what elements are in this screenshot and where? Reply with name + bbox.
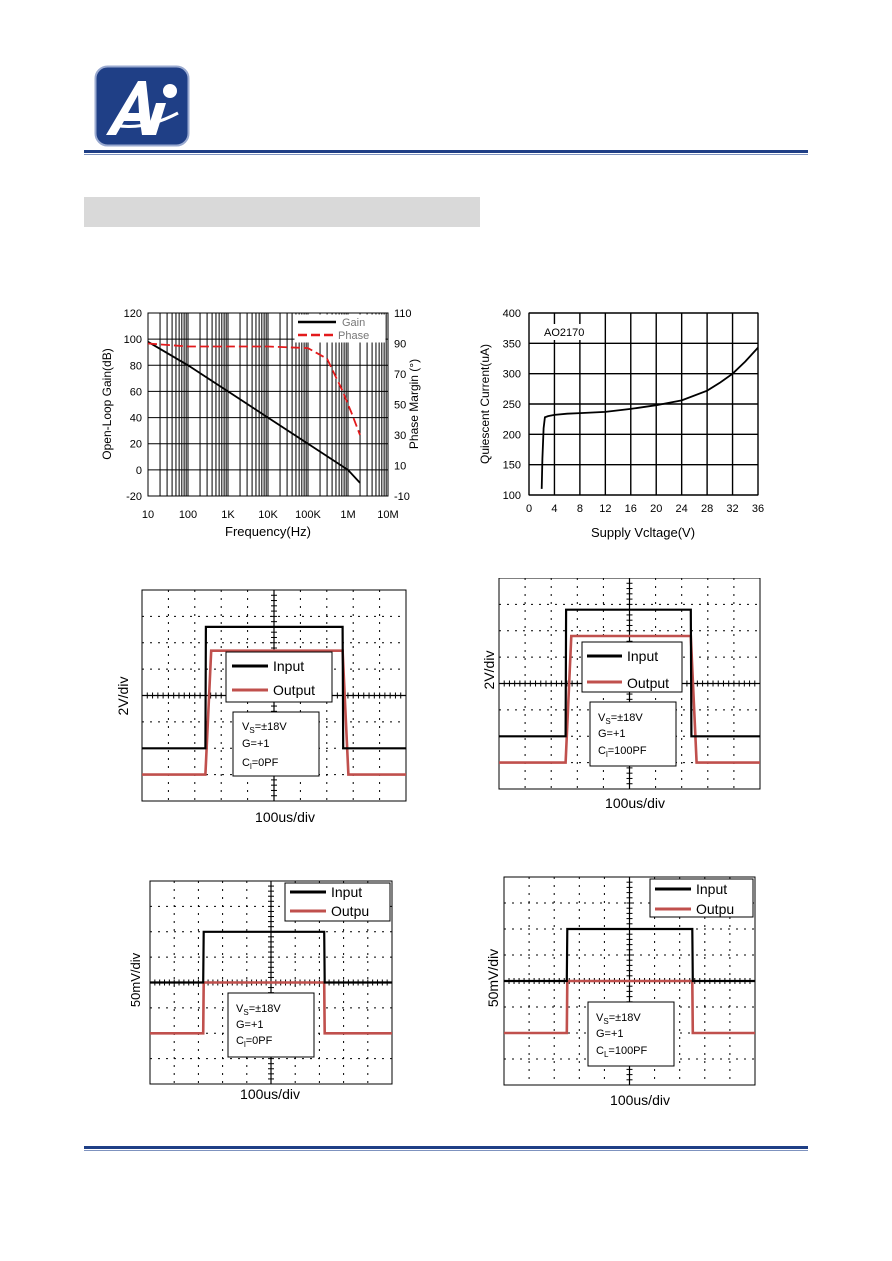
chart-annotation: AO2170 (544, 327, 585, 339)
y-tick-label: 60 (129, 386, 142, 399)
x-tick-label: 10M (377, 509, 399, 521)
x-axis-title: Frequency(Hz) (225, 524, 311, 539)
svg-text:VS=±18V: $V_S=\pm 18V$ (236, 1003, 281, 1017)
x-axis-title: 100us/div (240, 1086, 300, 1102)
x-tick-label: 8 (576, 503, 583, 515)
y2-tick-label: 30 (394, 430, 407, 442)
y-axis-title: 2V/div (481, 650, 497, 690)
x-axis-title: 100us/div (610, 1092, 670, 1108)
x-tick-label: 20 (650, 503, 663, 515)
scope-chart-large-signal-100pf (470, 578, 770, 814)
ai-logo-icon (94, 65, 190, 147)
svg-text:G=+1: G=+1 (236, 1019, 264, 1031)
y-tick-label: 100 (123, 334, 142, 347)
x-tick-label: 36 (751, 503, 765, 515)
y-axis-title: Quiescent Current(uA) (478, 343, 492, 465)
legend (582, 642, 682, 692)
legend (226, 652, 332, 702)
open-loop-gain-chart (96, 302, 422, 546)
legend-label-input: Input (696, 881, 728, 897)
x-axis-title: 100us/div (605, 795, 665, 811)
x-tick-label: 28 (700, 503, 714, 515)
y-tick-label: 200 (502, 429, 521, 442)
legend (295, 315, 385, 342)
x-tick-label: 100K (295, 509, 321, 521)
x-tick-labels (142, 509, 399, 521)
y2-tick-label: 110 (394, 308, 412, 320)
y-tick-label: 400 (502, 308, 521, 320)
x-tick-labels (526, 503, 764, 515)
y-axis-title: 50mV/div (128, 952, 143, 1008)
header-rule (84, 150, 808, 156)
scope-chart-small-signal-100pf (484, 874, 774, 1110)
y-tick-label: 250 (502, 399, 521, 411)
y-tick-label: 40 (129, 412, 142, 425)
x-tick-label: 12 (599, 503, 612, 515)
legend-label-input: Input (331, 884, 363, 900)
conditions-box (228, 993, 314, 1057)
scope-chart-small-signal-0pf (118, 878, 398, 1108)
footer-rule (84, 1146, 808, 1152)
x-tick-label: 32 (726, 503, 739, 515)
y-tick-label: 20 (129, 438, 142, 451)
legend (650, 879, 753, 917)
y-axis-title: Open-Loop Gain(dB) (100, 348, 114, 460)
y-axis-title: 50mV/div (485, 948, 501, 1008)
y2-axis-title: Phase Margin (°) (407, 358, 421, 450)
x-tick-label: 1M (340, 509, 356, 521)
legend-label-output: Outpu (331, 903, 370, 919)
legend-label-gain: Gain (342, 317, 366, 329)
y2-tick-label: 90 (394, 338, 407, 351)
y-tick-label: -20 (126, 491, 142, 503)
y-tick-label: 300 (502, 368, 521, 381)
y-tick-label: 150 (502, 459, 521, 472)
y2-tick-label: -10 (394, 491, 410, 503)
y-tick-labels (124, 308, 142, 503)
y-tick-label: 120 (123, 308, 142, 320)
scope-chart-large-signal-0pf (110, 588, 410, 828)
y-tick-labels (503, 308, 521, 502)
conditions-box (588, 1002, 674, 1066)
section-title-bar (84, 197, 480, 227)
y2-tick-label: 10 (394, 460, 407, 473)
svg-text:CL=100PF: $C_L=100PF$ (596, 1045, 648, 1059)
svg-text:G=+1: G=+1 (598, 728, 626, 740)
y2-tick-label: 70 (394, 369, 407, 381)
x-tick-label: 0 (525, 503, 533, 515)
svg-text:G=+1: G=+1 (242, 738, 270, 750)
svg-text:Cl=0PF: $C_l=0PF$ (242, 757, 279, 771)
legend-label-phase: Phase (338, 330, 370, 342)
svg-text:VS=±18V: $V_S=\pm 18V$ (596, 1012, 641, 1026)
legend-label-input: Input (627, 648, 659, 664)
svg-text:Cl=100PF: $C_l=100PF$ (598, 745, 647, 759)
x-tick-label: 1K (221, 509, 235, 521)
x-tick-label: 100 (178, 509, 198, 521)
x-tick-label: 10K (258, 509, 278, 521)
svg-text:VS=±18V: $V_S=\pm 18V$ (242, 721, 287, 735)
y-tick-label: 350 (502, 338, 521, 351)
conditions-box (590, 702, 676, 766)
x-tick-label: 10 (141, 509, 155, 521)
legend (285, 883, 390, 921)
legend-label-output: Output (273, 682, 316, 698)
x-tick-label: 4 (551, 503, 558, 515)
legend-label-output: Outpu (696, 901, 735, 917)
legend-label-output: Output (627, 675, 670, 691)
svg-text:VS=±18V: $V_S=\pm 18V$ (598, 712, 643, 726)
conditions-box (233, 712, 319, 776)
x-axis-title: 100us/div (255, 809, 315, 825)
y-tick-label: 0 (135, 464, 142, 477)
svg-text:Cl=0PF: $C_l=0PF$ (236, 1035, 273, 1049)
y-axis-title: 2V/div (115, 676, 131, 716)
svg-text:G=+1: G=+1 (596, 1028, 624, 1040)
x-tick-label: 16 (624, 503, 637, 515)
x-axis-title: Supply Vcltage(V) (590, 525, 696, 540)
y-tick-label: 80 (129, 360, 142, 373)
y-tick-label: 100 (502, 490, 521, 502)
x-tick-label: 24 (675, 503, 688, 515)
quiescent-current-chart (476, 302, 776, 546)
legend-label-input: Input (273, 658, 305, 674)
y2-tick-label: 50 (394, 399, 407, 412)
